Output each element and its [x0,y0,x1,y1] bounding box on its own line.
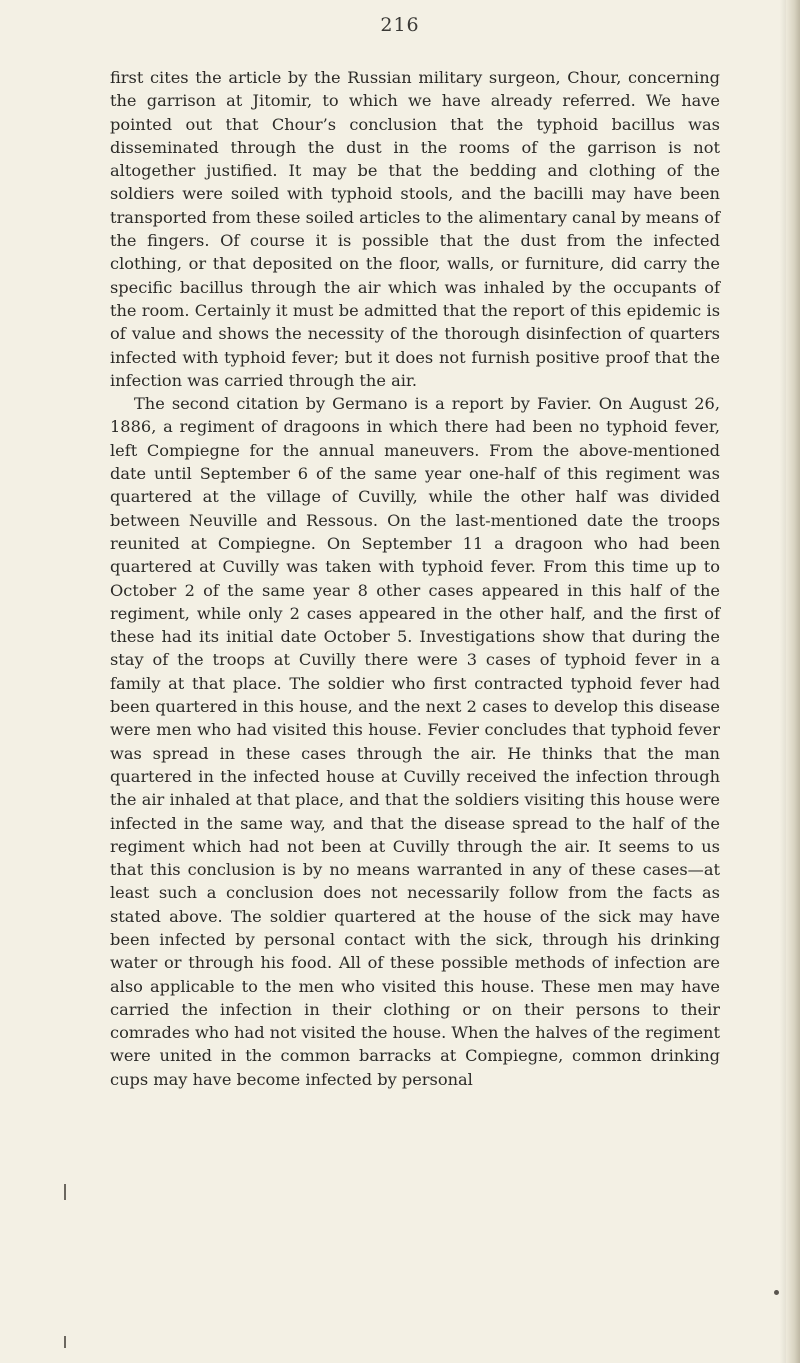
page-number: 216 [380,14,420,36]
paragraph-1: first cites the article by the Russian military surgeon, Chour, concerning the garrison at Jitomir, to which we have already referred. We have pointed out that Chour’s conclusion that the typhoid bacillus was disseminated through the dust in the rooms of the garrison is not altogether justified. It may be that the bedding and clothing of the soldiers were soiled with typhoid stools, and the bacilli may have been transported from these soiled articles to the alimentary canal by means of the fingers. Of course it is possible that the dust from the infected clothing, or that deposited on the floor, walls, or furniture, did carry the specific bacillus through the air which was inhaled by the occupants of the room. Certainly it must be admitted that the report of this epidemic is of value and shows the necessity of the thorough disinfection of quarters infected with typhoid fever; but it does not furnish positive proof that the infection was carried through the air. [110,68,720,390]
ink-dot [774,1290,779,1295]
margin-mark [64,1184,66,1200]
body-text [110,66,720,1091]
page-edge [786,0,800,1363]
margin-mark [64,1336,66,1348]
paragraph-2: The second citation by Germano is a report by Favier. On August 26, 1886, a regiment of dragoons in which there had been no typhoid fever, left Compiegne for the annual maneuvers. From the above-mentioned date until September 6 of the same year one-half of this regiment was quartered at the village of Cuvilly, while the other half was divided between Neuville and Ressous. On the last-mentioned date the troops reunited at Compiegne. On September 11 a dragoon who had been quartered at Cuvilly was taken with typhoid fever. From this time up to October 2 of the same year 8 other cases appeared in this half of the regiment, while only 2 cases appeared in the other half, and the first of these had its initial date October 5. Investigations show that during the stay of the troops at Cuvilly there were 3 cases of typhoid fever in a family at that place. The soldier who first contracted typhoid fever had been quartered in this house, and the next 2 cases to develop this disease were men who had visited this house. Fevier concludes that typhoid fever was spread in these cases through the air. He thinks that the man quartered in the infected house at Cuvilly received the infection through the air inhaled at that place, and that the soldiers visiting this house were infected in the same way, and that the disease spread to the half of the regiment which had not been at Cuvilly through the air. It seems to us that this conclusion is by no means warranted in any of these cases—at least such a conclusion does not necessarily follow from the facts as stated above. The soldier quartered at the house of the sick may have been infected by personal contact with the sick, through his drinking water or through his food. All of these possible methods of infection are also applicable to the men who visited this house. These men may have carried the infection in their clothing or on their persons to their comrades who had not visited the house. When the halves of the regiment were united in the common barracks at Compiegne, common drinking cups may have become infected by personal [110,394,720,1089]
